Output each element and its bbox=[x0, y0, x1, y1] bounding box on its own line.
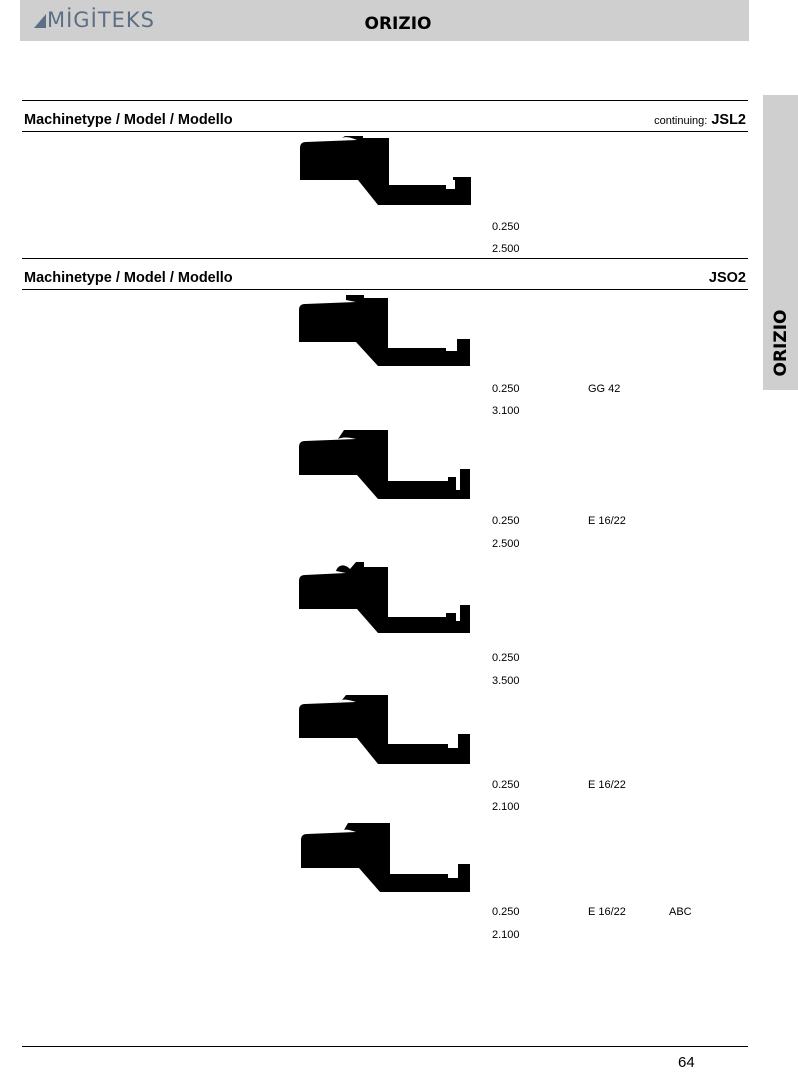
profile-icon bbox=[300, 822, 474, 894]
value-length: 2.500 bbox=[492, 538, 520, 550]
value-length: 2.100 bbox=[492, 929, 520, 941]
value-thickness: 0.250 bbox=[492, 221, 520, 233]
side-tab bbox=[763, 95, 798, 390]
section-code-value: JSL2 bbox=[711, 112, 746, 128]
section-top-rule bbox=[22, 258, 748, 259]
value-thickness: 0.250 bbox=[492, 383, 520, 395]
section-top-rule bbox=[22, 100, 748, 101]
header-bar bbox=[20, 0, 749, 41]
section-bottom-rule bbox=[22, 289, 748, 290]
value-length: 2.100 bbox=[492, 801, 520, 813]
section-title: Machinetype / Model / Modello bbox=[24, 270, 233, 286]
value-type: GG 42 bbox=[588, 383, 621, 395]
value-extra: ABC bbox=[669, 906, 692, 918]
section-title: Machinetype / Model / Modello bbox=[24, 112, 233, 128]
side-tab-label: ORIZIO bbox=[770, 309, 791, 377]
logo-text: MİGİTEKS bbox=[47, 8, 155, 32]
profile-icon bbox=[298, 694, 472, 766]
profile-icon bbox=[298, 294, 472, 366]
value-thickness: 0.250 bbox=[492, 652, 520, 664]
page-header-title: ORIZIO bbox=[364, 14, 432, 34]
section-code bbox=[654, 112, 746, 128]
section-code bbox=[705, 270, 746, 286]
section-code-value: JSO2 bbox=[708, 270, 746, 286]
profile-icon bbox=[298, 561, 472, 633]
value-length: 3.100 bbox=[492, 405, 520, 417]
value-thickness: 0.250 bbox=[492, 906, 520, 918]
value-type: E 16/22 bbox=[588, 906, 626, 918]
footer-rule bbox=[22, 1046, 748, 1047]
value-type: E 16/22 bbox=[588, 779, 626, 791]
value-length: 3.500 bbox=[492, 675, 520, 687]
value-length: 2.500 bbox=[492, 243, 520, 255]
profile-icon bbox=[299, 135, 473, 207]
section-bottom-rule bbox=[22, 131, 748, 132]
profile-icon bbox=[298, 429, 472, 501]
value-type: E 16/22 bbox=[588, 515, 626, 527]
value-thickness: 0.250 bbox=[492, 515, 520, 527]
value-thickness: 0.250 bbox=[492, 779, 520, 791]
page-number: 64 bbox=[678, 1054, 695, 1071]
section-code-prefix: continuing: bbox=[654, 115, 708, 127]
